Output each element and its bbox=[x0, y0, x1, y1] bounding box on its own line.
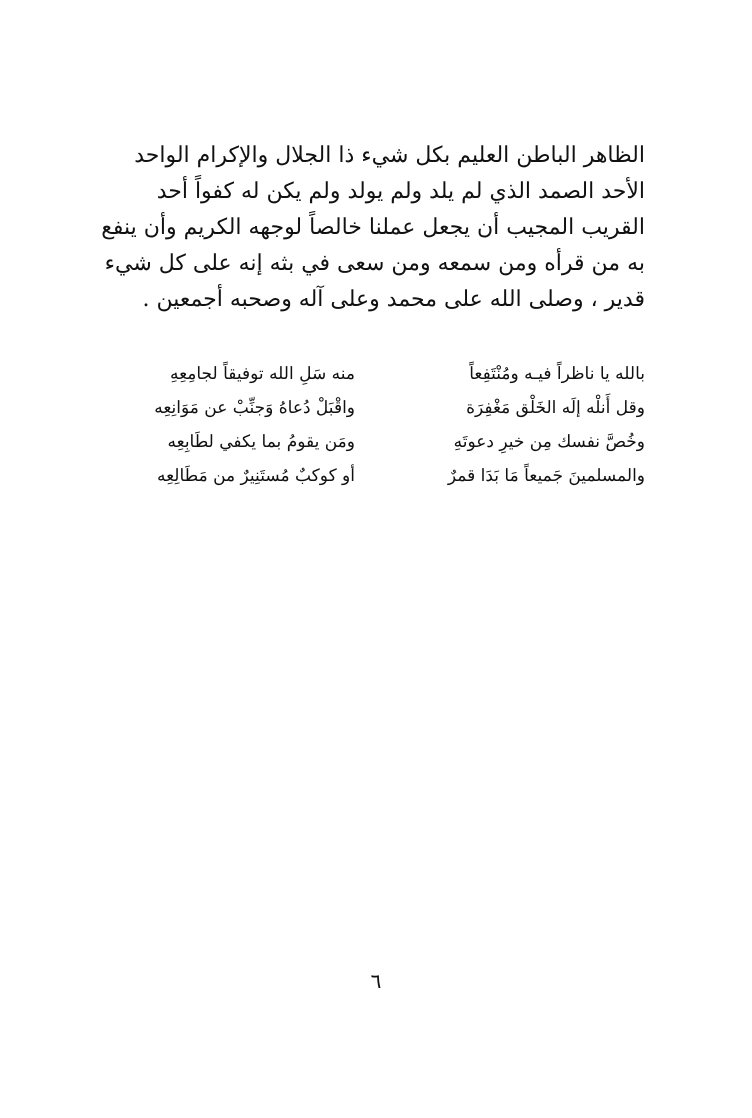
poem-block bbox=[100, 357, 645, 493]
verse-second-hemistich: واقْبَلْ دُعاهُ وَجنِّبْ عن مَوَانِعِه bbox=[154, 398, 355, 418]
prose-paragraph bbox=[100, 138, 645, 318]
verse-first-hemistich: وقل أَنلْه إلَه الخَلْق مَغْفِرَة bbox=[466, 398, 645, 418]
verse-second-hemistich: منه سَلِ الله توفيقاً لجامِعِهِ bbox=[169, 364, 355, 384]
verse-first-hemistich: وخُصَّ نفسك مِن خيرِ دعوتَهِ bbox=[453, 432, 645, 452]
prose-line: الأحد الصمد الذي لم يلد ولم يولد ولم يكن له كفواً أحد bbox=[156, 179, 645, 204]
prose-line: القريب المجيب أن يجعل عملنا خالصاً لوجهه الكريم وأن ينفع bbox=[101, 215, 645, 240]
verse-first-hemistich: والمسلمينَ جَميعاً مَا بَدَا قمرٌ bbox=[447, 466, 645, 486]
verse-first-hemistich: بالله يا ناظراً فيـه ومُنْتَفِعاً bbox=[469, 364, 645, 384]
prose-line: قدير ، وصلى الله على محمد وعلى آله وصحبه أجمعين . bbox=[142, 287, 645, 312]
poem-verse bbox=[100, 459, 645, 493]
poem-verse bbox=[100, 357, 645, 391]
poem-verse bbox=[100, 425, 645, 459]
prose-line: الظاهر الباطن العليم بكل شيء ذا الجلال والإكرام الواحد bbox=[134, 143, 645, 168]
verse-second-hemistich: أو كوكبٌ مُستَنِيرٌ من مَطَالِعِه bbox=[156, 466, 355, 486]
verse-second-hemistich: ومَن يقومُ بما يكفي لطَابِعِه bbox=[167, 432, 355, 452]
page-number: ٦ bbox=[370, 969, 382, 993]
poem-verse bbox=[100, 391, 645, 425]
prose-line: به من قرأه ومن سمعه ومن سعى في بثه إنه على كل شيء bbox=[104, 251, 645, 276]
